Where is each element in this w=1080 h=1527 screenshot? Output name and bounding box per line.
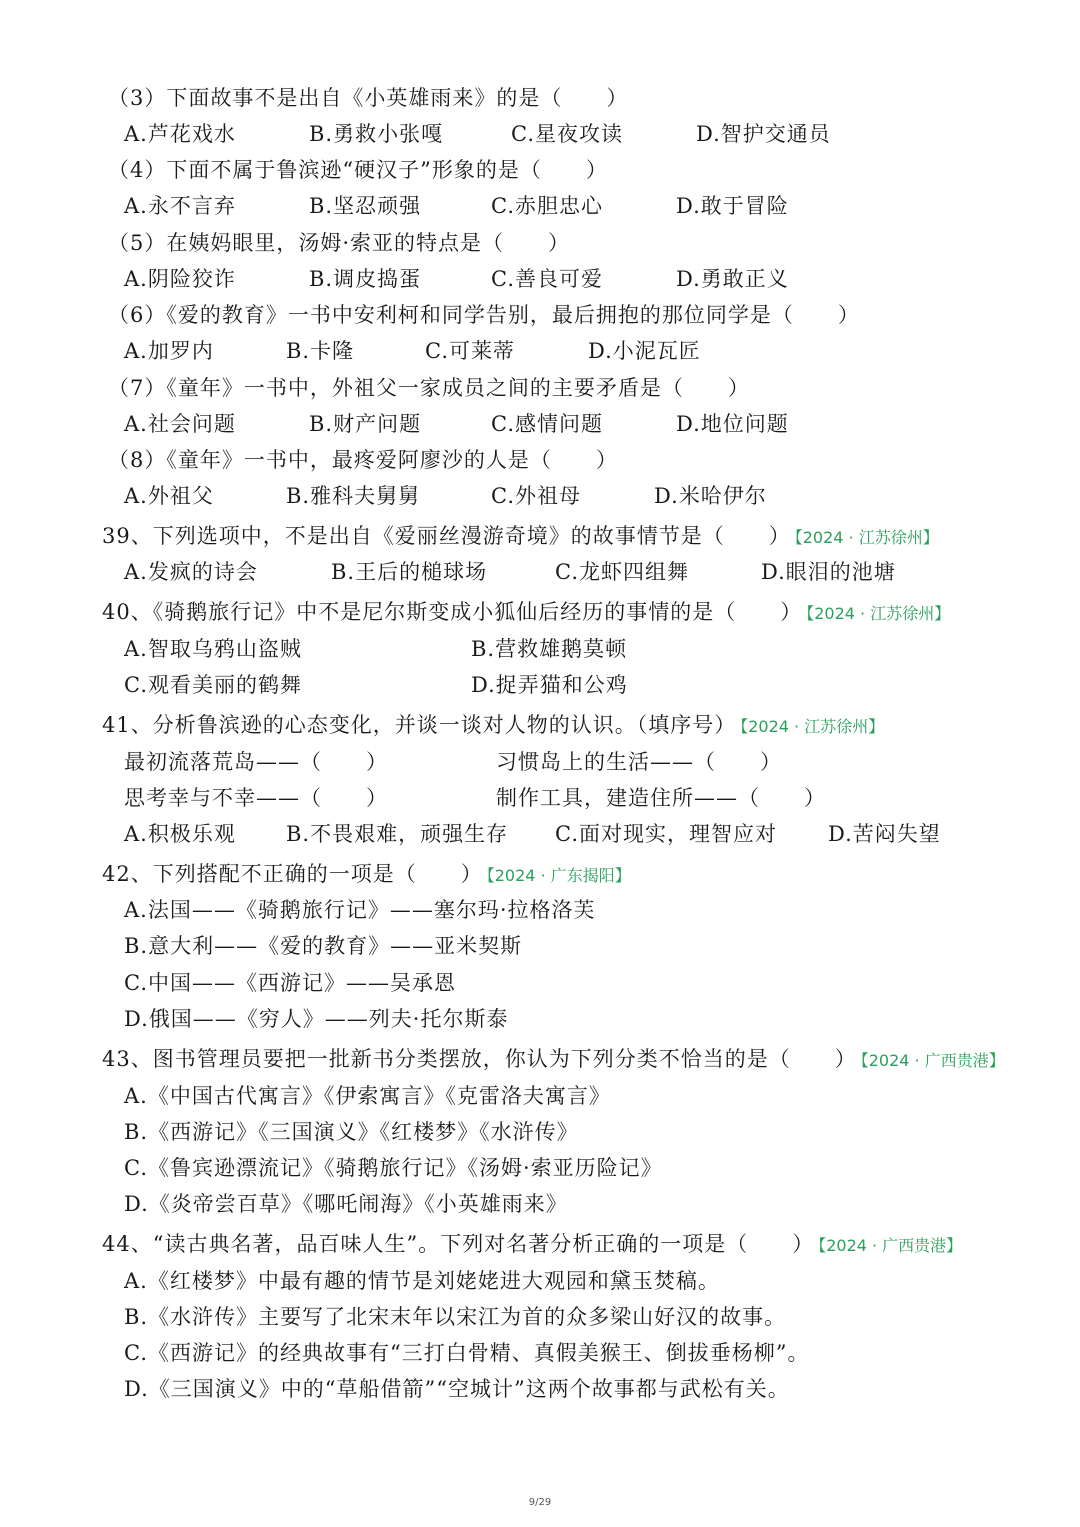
q44-option-c: C.《西游记》的经典故事有“三打白骨精、真假美猴王、倒拔垂杨柳”。	[124, 1341, 810, 1365]
page-number: 9/29	[528, 1497, 552, 1508]
q43-option-b: B.《西游记》《三国演义》《红楼梦》《水浒传》	[124, 1120, 579, 1144]
question-4: （4）下面不属于鲁滨逊“硬汉子”形象的是（ ）	[108, 158, 608, 182]
q43-option-c: C.《鲁宾逊漂流记》《骑鹅旅行记》《汤姆·索亚历险记》	[124, 1156, 663, 1180]
q41-row-1: 最初流落荒岛——（ ）	[124, 750, 388, 774]
q44-option-d: D.《三国演义》中的“草船借箭”“空城计”这两个故事都与武松有关。	[124, 1377, 790, 1401]
q5-option-a: A.阴险狡诈	[124, 267, 236, 291]
question-8: （8）《童年》一书中，最疼爱阿廖沙的人是（ ）	[108, 448, 618, 472]
q7-option-a: A.社会问题	[124, 412, 236, 436]
q39-option-c: C.龙虾四组舞	[555, 560, 689, 584]
question-42	[102, 859, 631, 891]
q41-row-2: 习惯岛上的生活——（ ）	[496, 750, 782, 774]
q6-option-c: C.可莱蒂	[425, 339, 515, 363]
question-43	[102, 1044, 1005, 1076]
q7-option-c: C.感情问题	[491, 412, 603, 436]
q41-option-b: B.不畏艰难，顽强生存	[286, 822, 509, 846]
q42-option-a: A.法国——《骑鹅旅行记》——塞尔玛·拉格洛芙	[124, 898, 596, 922]
source-tag: 【2024 · 江苏徐州】	[806, 604, 951, 623]
q6-option-d: D.小泥瓦匠	[588, 339, 701, 363]
q5-option-d: D.勇敢正义	[676, 267, 789, 291]
q41-row-4: 制作工具，建造住所——（ ）	[496, 786, 826, 810]
q7-option-d: D.地位问题	[676, 412, 789, 436]
question-7: （7）《童年》一书中，外祖父一家成员之间的主要矛盾是（ ）	[108, 376, 750, 400]
question-5: （5）在姨妈眼里，汤姆·索亚的特点是（ ）	[108, 231, 571, 255]
q8-option-d: D.米哈伊尔	[654, 484, 767, 508]
q4-option-d: D.敢于冒险	[676, 194, 789, 218]
q5-option-c: C.善良可爱	[491, 267, 603, 291]
question-44-text: 44、“读古典名著，品百味人生”。下列对名著分析正确的一项是（ ）	[102, 1232, 815, 1256]
q39-option-a: A.发疯的诗会	[124, 560, 258, 584]
q5-option-b: B.调皮捣蛋	[309, 267, 422, 291]
q42-option-b: B.意大利——《爱的教育》——亚米契斯	[124, 934, 523, 958]
q4-option-b: B.坚忍顽强	[309, 194, 422, 218]
q43-option-d: D.《炎帝尝百草》《哪吒闹海》《小英雄雨来》	[124, 1192, 568, 1216]
q4-option-c: C.赤胆忠心	[491, 194, 603, 218]
q39-option-b: B.王后的槌球场	[331, 560, 488, 584]
question-6: （6）《爱的教育》一书中安利柯和同学告别，最后拥抱的那位同学是（ ）	[108, 303, 860, 327]
q40-option-b: B.营救雄鹅莫顿	[471, 637, 628, 661]
question-39	[102, 521, 939, 553]
q41-option-d: D.苦闷失望	[828, 822, 941, 846]
source-tag: 【2024 · 广西贵港】	[860, 1051, 1005, 1070]
q41-option-a: A.积极乐观	[124, 822, 236, 846]
q3-option-d: D.智护交通员	[696, 122, 831, 146]
question-42-text: 42、下列搭配不正确的一项是（ ）	[102, 862, 483, 886]
q43-option-a: A.《中国古代寓言》《伊索寓言》《克雷洛夫寓言》	[124, 1084, 611, 1108]
question-40-text: 40、《骑鹅旅行记》中不是尼尔斯变成小狐仙后经历的事情的是（ ）	[102, 600, 803, 624]
source-tag: 【2024 · 广东揭阳】	[486, 866, 631, 885]
q41-row-3: 思考幸与不幸——（ ）	[124, 786, 388, 810]
q42-option-d: D.俄国——《穷人》——列夫·托尔斯泰	[124, 1007, 509, 1031]
question-40	[102, 597, 950, 629]
q40-option-d: D.捉弄猫和公鸡	[471, 673, 628, 697]
q41-option-c: C.面对现实，理智应对	[555, 822, 777, 846]
q39-option-d: D.眼泪的池塘	[761, 560, 896, 584]
source-tag: 【2024 · 江苏徐州】	[740, 717, 885, 736]
source-tag: 【2024 · 广西贵港】	[818, 1236, 963, 1255]
q8-option-c: C.外祖母	[491, 484, 581, 508]
question-43-text: 43、图书管理员要把一批新书分类摆放，你认为下列分类不恰当的是（ ）	[102, 1047, 857, 1071]
q44-option-a: A.《红楼梦》中最有趣的情节是刘姥姥进大观园和黛玉焚稿。	[124, 1269, 720, 1293]
source-tag: 【2024 · 江苏徐州】	[794, 528, 939, 547]
q8-option-a: A.外祖父	[124, 484, 214, 508]
question-41	[102, 710, 884, 742]
q44-option-b: B.《水浒传》主要写了北宋末年以宋江为首的众多梁山好汉的故事。	[124, 1305, 787, 1329]
q3-option-b: B.勇救小张嘎	[309, 122, 444, 146]
q8-option-b: B.雅科夫舅舅	[286, 484, 421, 508]
q7-option-b: B.财产问题	[309, 412, 422, 436]
q3-option-c: C.星夜攻读	[511, 122, 623, 146]
q42-option-c: C.中国——《西游记》——吴承恩	[124, 971, 456, 995]
q4-option-a: A.永不言弃	[124, 194, 236, 218]
q6-option-a: A.加罗内	[124, 339, 214, 363]
question-44	[102, 1229, 962, 1261]
question-3: （3）下面故事不是出自《小英雄雨来》的是（ ）	[108, 86, 629, 110]
question-41-text: 41、分析鲁滨逊的心态变化，并谈一谈对人物的认识。（填序号）	[102, 713, 737, 737]
q3-option-a: A.芦花戏水	[124, 122, 236, 146]
q6-option-b: B.卡隆	[286, 339, 355, 363]
q40-option-a: A.智取乌鸦山盗贼	[124, 637, 302, 661]
q40-option-c: C.观看美丽的鹤舞	[124, 673, 302, 697]
question-39-text: 39、下列选项中，不是出自《爱丽丝漫游奇境》的故事情节是（ ）	[102, 524, 791, 548]
